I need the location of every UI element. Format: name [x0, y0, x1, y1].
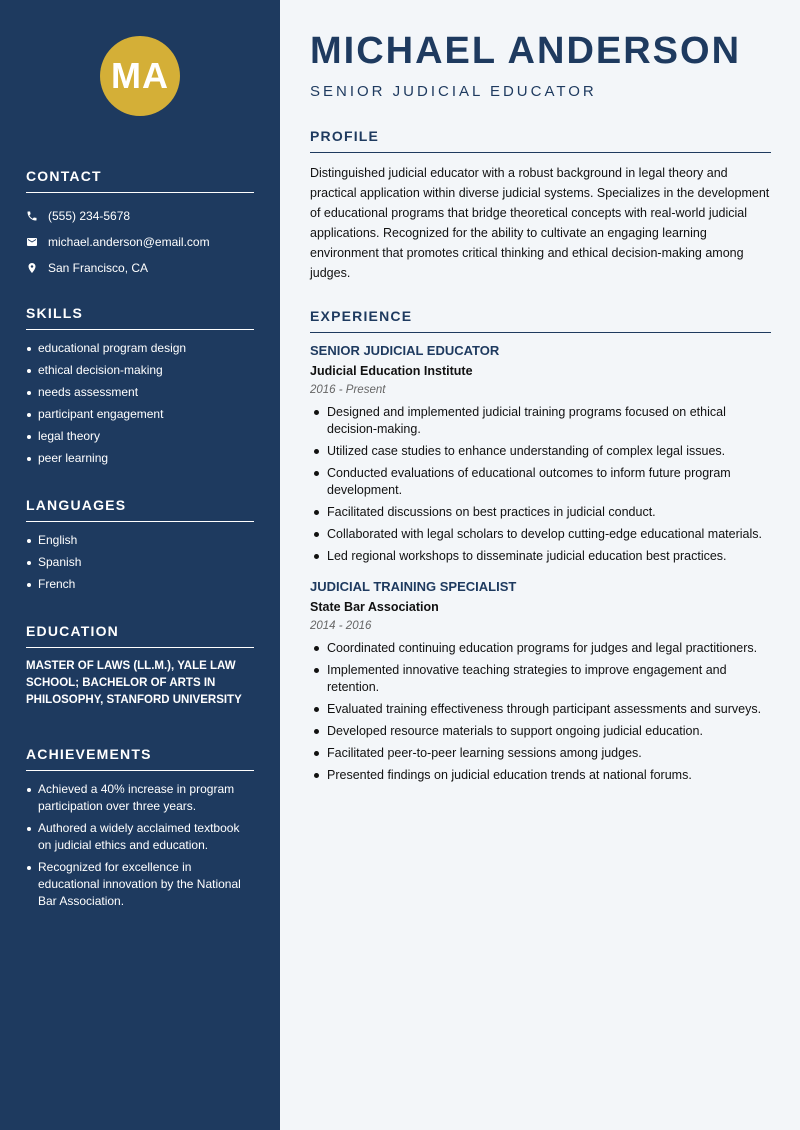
job-entry — [310, 579, 771, 784]
achievement-item: Authored a widely acclaimed textbook on judicial ethics and education. — [26, 820, 254, 854]
job-bullet: Coordinated continuing education programs for judges and legal practitioners. — [310, 640, 771, 657]
avatar-initials: MA — [100, 36, 180, 116]
email-icon — [26, 236, 38, 248]
contact-email — [26, 229, 254, 255]
phone-text: (555) 234-5678 — [48, 209, 131, 223]
language-item: Spanish — [26, 554, 254, 571]
language-item: French — [26, 576, 254, 593]
languages-section — [26, 497, 254, 598]
job-bullet: Led regional workshops to disseminate judicial education best practices. — [310, 548, 771, 565]
contact-heading: CONTACT — [26, 168, 254, 193]
job-bullet: Collaborated with legal scholars to develop cutting-edge educational materials. — [310, 526, 771, 543]
sidebar — [0, 0, 280, 1130]
achievements-section — [26, 746, 254, 915]
job-bullet: Facilitated peer-to-peer learning sessions among judges. — [310, 745, 771, 762]
education-section — [26, 623, 254, 709]
profile-section — [310, 128, 771, 283]
education-text: MASTER OF LAWS (LL.M.), YALE LAW SCHOOL; BACHELOR OF ARTS IN PHILOSOPHY, STANFORD UNIVERSITY — [26, 660, 242, 706]
job-title: SENIOR JUDICIAL EDUCATOR — [310, 343, 500, 358]
phone-icon — [26, 210, 38, 222]
skill-item: ethical decision-making — [26, 362, 254, 379]
job-bullet: Designed and implemented judicial training programs focused on ethical decision-making. — [310, 404, 771, 438]
experience-section — [310, 308, 771, 798]
achievements-heading: ACHIEVEMENTS — [26, 746, 254, 771]
skills-list — [26, 340, 254, 467]
candidate-title: SENIOR JUDICIAL EDUCATOR — [310, 83, 597, 100]
location-text: San Francisco, CA — [48, 261, 149, 275]
location-pin-icon — [26, 262, 38, 274]
job-title: JUDICIAL TRAINING SPECIALIST — [310, 579, 517, 594]
skill-item: educational program design — [26, 340, 254, 357]
achievements-list — [26, 781, 254, 910]
skill-item: peer learning — [26, 450, 254, 467]
job-entry — [310, 343, 771, 565]
job-dates: 2014 - 2016 — [310, 620, 372, 632]
contact-location — [26, 255, 254, 281]
contact-section — [26, 168, 254, 281]
languages-heading: LANGUAGES — [26, 497, 254, 522]
skill-item: legal theory — [26, 428, 254, 445]
languages-list — [26, 532, 254, 593]
skill-item: needs assessment — [26, 384, 254, 401]
profile-text: Distinguished judicial educator with a robust background in legal theory and practical application within diverse judicial systems. Specializes in the development of educational programs that bridge theoretical concepts with real-world judicial applications. Recognized for the ability to cultivate an engaging learning environment that promotes critical thinking and ethical decision-making among judges. — [310, 166, 770, 280]
candidate-name: MICHAEL ANDERSON — [310, 30, 742, 72]
job-company: Judicial Education Institute — [310, 364, 473, 378]
job-bullet: Developed resource materials to support ongoing judicial education. — [310, 723, 771, 740]
experience-heading: EXPERIENCE — [310, 308, 771, 333]
skills-heading: SKILLS — [26, 305, 254, 330]
job-company: State Bar Association — [310, 600, 439, 614]
skill-item: participant engagement — [26, 406, 254, 423]
job-dates: 2016 - Present — [310, 384, 386, 396]
job-bullet: Presented findings on judicial education trends at national forums. — [310, 767, 771, 784]
job-bullets — [310, 640, 771, 784]
education-heading: EDUCATION — [26, 623, 254, 648]
profile-heading: PROFILE — [310, 128, 771, 153]
job-bullet: Utilized case studies to enhance understanding of complex legal issues. — [310, 443, 771, 460]
job-bullet: Evaluated training effectiveness through participant assessments and surveys. — [310, 701, 771, 718]
job-bullet: Conducted evaluations of educational outcomes to inform future program development. — [310, 465, 771, 499]
achievement-item: Achieved a 40% increase in program participation over three years. — [26, 781, 254, 815]
skills-section — [26, 305, 254, 472]
job-bullet: Facilitated discussions on best practices in judicial conduct. — [310, 504, 771, 521]
language-item: English — [26, 532, 254, 549]
achievement-item: Recognized for excellence in educational innovation by the National Bar Association. — [26, 859, 254, 910]
job-bullets — [310, 404, 771, 565]
job-bullet: Implemented innovative teaching strategies to improve engagement and retention. — [310, 662, 771, 696]
contact-phone — [26, 203, 254, 229]
email-text[interactable]: michael.anderson@email.com — [48, 235, 210, 249]
